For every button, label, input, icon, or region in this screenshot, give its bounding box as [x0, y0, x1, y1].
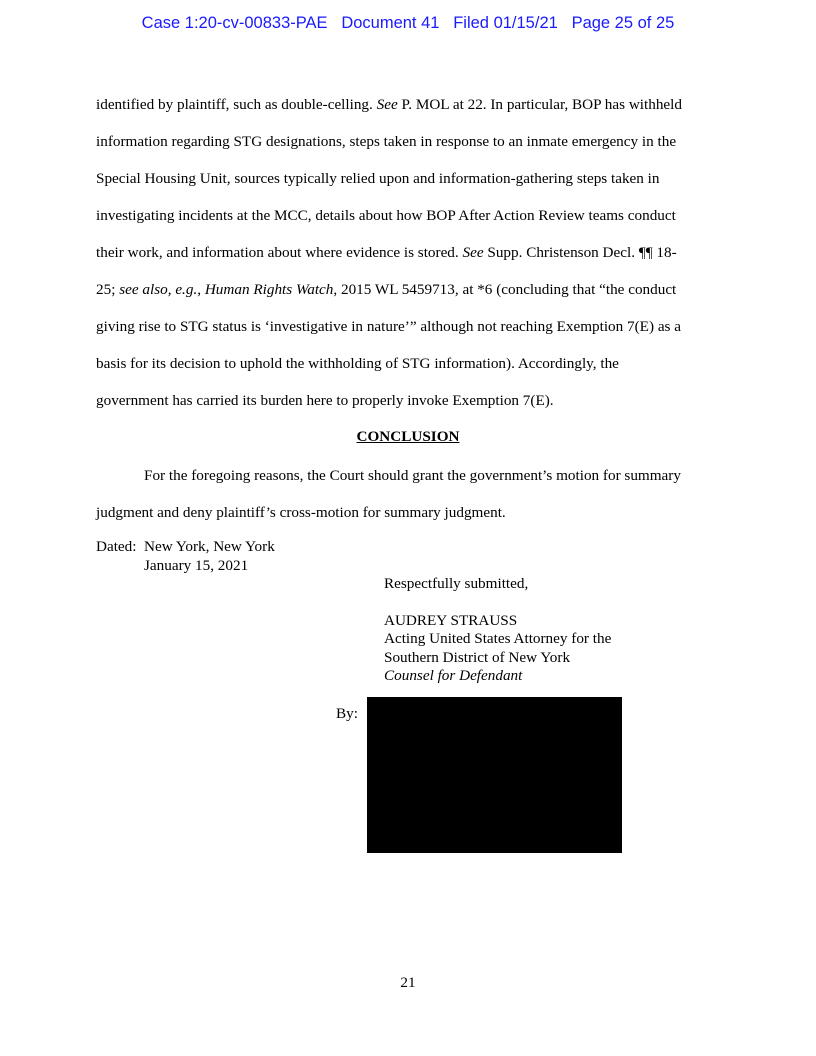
body-line: [96, 91, 720, 128]
redaction-box: [367, 697, 622, 853]
attorney-name: AUDREY STRAUSS: [384, 611, 518, 629]
text-run: 25;: [96, 281, 120, 298]
page-number: 21: [400, 974, 416, 991]
case-header: [0, 14, 816, 33]
dated-label: Dated:: [96, 538, 137, 555]
dated-date: January 15, 2021: [144, 556, 249, 574]
text-run: their work, and information about where evidence is stored.: [96, 244, 463, 261]
dated-place: New York, New York: [144, 538, 275, 555]
conclusion-line: judgment and deny plaintiff’s cross-motion for summary judgment.: [96, 504, 506, 521]
by-label: By:: [336, 705, 358, 722]
body-line: [96, 276, 720, 313]
conclusion-paragraph: [96, 462, 720, 536]
attorney-district: Southern District of New York: [384, 648, 571, 666]
signature-block: [384, 575, 611, 686]
italic-signal: See: [462, 244, 484, 261]
body-line: [96, 239, 720, 276]
body-paragraph: [96, 91, 720, 424]
italic-case-name: Human Rights Watch: [204, 281, 334, 298]
document-number: Document 41: [341, 14, 440, 32]
text-run: P. MOL at 22. In particular, BOP has withheld: [397, 96, 682, 113]
italic-signal: see also, e.g.: [119, 281, 198, 298]
body-line: information regarding STG designations, steps taken in response to an inmate emergency in the: [96, 133, 677, 150]
body-line: giving rise to STG status is ‘investigative in nature’” although not reaching Exemption 7(E) as a: [96, 318, 682, 335]
case-number: Case 1:20-cv-00833-PAE: [141, 14, 328, 32]
conclusion-line: For the foregoing reasons, the Court should grant the government’s motion for summary: [144, 467, 681, 484]
body-line: Special Housing Unit, sources typically relied upon and information-gathering steps taken in: [96, 170, 660, 187]
text-run: Supp. Christenson Decl. ¶¶ 18-: [483, 244, 677, 261]
closing: Respectfully submitted,: [384, 575, 529, 592]
dated-block: [96, 538, 275, 575]
italic-signal: See: [376, 96, 398, 113]
text-run: ,: [197, 281, 205, 298]
text-run: , 2015 WL 5459713, at *6 (concluding that “the conduct: [333, 281, 677, 298]
attorney-title: Acting United States Attorney for the: [384, 630, 612, 647]
page-indicator: Page 25 of 25: [571, 14, 675, 32]
body-line: investigating incidents at the MCC, details about how BOP After Action Review teams conduct: [96, 207, 676, 224]
filed-date: Filed 01/15/21: [453, 14, 558, 32]
body-line: government has carried its burden here to properly invoke Exemption 7(E).: [96, 392, 554, 409]
attorney-role: Counsel for Defendant: [384, 667, 523, 684]
body-line: basis for its decision to uphold the withholding of STG information). Accordingly, the: [96, 355, 619, 372]
text-run: identified by plaintiff, such as double-celling.: [96, 96, 377, 113]
conclusion-heading: CONCLUSION: [356, 428, 460, 445]
